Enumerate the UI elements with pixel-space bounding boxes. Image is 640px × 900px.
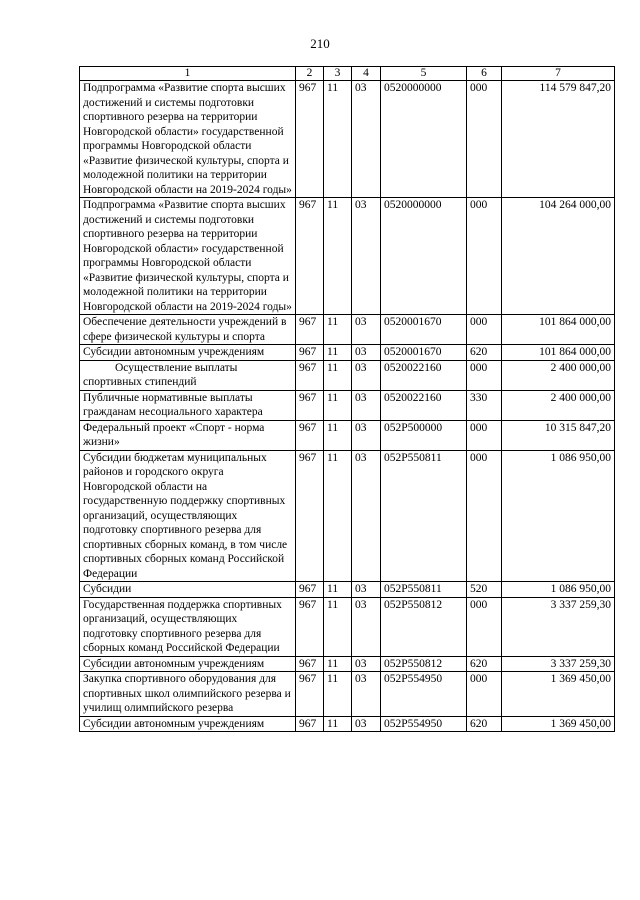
row-name: Обеспечение деятельности учреждений в сфере физической культуры и спорта <box>80 315 296 345</box>
row-name: Государственная поддержка спортивных организаций, осуществляющих подготовку спортивного резерва для сборных команд Российской Федерации <box>80 597 296 656</box>
target-article-code: 052P500000 <box>381 420 467 450</box>
ministry-code: 967 <box>296 420 324 450</box>
ministry-code: 967 <box>296 672 324 717</box>
table-row <box>80 656 615 672</box>
expense-type-code: 000 <box>467 450 502 582</box>
target-article-code: 0520001670 <box>381 315 467 345</box>
amount: 2 400 000,00 <box>502 390 615 420</box>
ministry-code: 967 <box>296 597 324 656</box>
column-header-6: 6 <box>467 67 502 81</box>
row-name: Подпрограмма «Развитие спорта высших достижений и системы подготовки спортивного резерва на территории Новгородской области» государственной программы Новгородской области «Развитие физической культуры, спорта и молодежной политики на территории Новгородской области на 2019-2024 годы» <box>80 198 296 315</box>
section-code: 11 <box>324 81 352 198</box>
amount: 3 337 259,30 <box>502 597 615 656</box>
budget-table <box>79 66 615 732</box>
row-name: Субсидии автономным учреждениям <box>80 345 296 361</box>
section-code: 11 <box>324 360 352 390</box>
column-header-3: 3 <box>324 67 352 81</box>
subsection-code: 03 <box>352 672 381 717</box>
ministry-code: 967 <box>296 656 324 672</box>
amount: 1 086 950,00 <box>502 450 615 582</box>
expense-type-code: 330 <box>467 390 502 420</box>
ministry-code: 967 <box>296 360 324 390</box>
expense-type-code: 000 <box>467 420 502 450</box>
expense-type-code: 620 <box>467 656 502 672</box>
amount: 1 369 450,00 <box>502 716 615 732</box>
ministry-code: 967 <box>296 315 324 345</box>
row-name: Подпрограмма «Развитие спорта высших достижений и системы подготовки спортивного резерва на территории Новгородской области» государственной программы Новгородской области «Развитие физической культуры, спорта и молодежной политики на территории Новгородской области на 2019-2024 годы» <box>80 81 296 198</box>
expense-type-code: 000 <box>467 360 502 390</box>
amount: 3 337 259,30 <box>502 656 615 672</box>
expense-type-code: 000 <box>467 198 502 315</box>
section-code: 11 <box>324 420 352 450</box>
ministry-code: 967 <box>296 582 324 598</box>
subsection-code: 03 <box>352 582 381 598</box>
expense-type-code: 000 <box>467 315 502 345</box>
subsection-code: 03 <box>352 198 381 315</box>
section-code: 11 <box>324 597 352 656</box>
row-name: Субсидии автономным учреждениям <box>80 716 296 732</box>
row-name: Осуществление выплаты спортивных стипендий <box>80 360 296 390</box>
ministry-code: 967 <box>296 450 324 582</box>
amount: 1 369 450,00 <box>502 672 615 717</box>
table-row <box>80 597 615 656</box>
target-article-code: 052P550811 <box>381 582 467 598</box>
column-header-7: 7 <box>502 67 615 81</box>
section-code: 11 <box>324 390 352 420</box>
section-code: 11 <box>324 716 352 732</box>
table-header-row <box>80 67 615 81</box>
table-row <box>80 198 615 315</box>
table-row <box>80 315 615 345</box>
expense-type-code: 000 <box>467 597 502 656</box>
column-header-2: 2 <box>296 67 324 81</box>
row-name: Субсидии бюджетам муниципальных районов и городского округа Новгородской области на государственную поддержку спортивных организаций, осуществляющих подготовку спортивного резерва для спортивных сборных команд, в том числе спортивных сборных команд Российской Федерации <box>80 450 296 582</box>
section-code: 11 <box>324 656 352 672</box>
expense-type-code: 620 <box>467 345 502 361</box>
column-header-4: 4 <box>352 67 381 81</box>
target-article-code: 0520022160 <box>381 390 467 420</box>
subsection-code: 03 <box>352 420 381 450</box>
table-row <box>80 672 615 717</box>
amount: 10 315 847,20 <box>502 420 615 450</box>
page-number: 210 <box>310 36 330 51</box>
target-article-code: 052P554950 <box>381 716 467 732</box>
target-article-code: 0520022160 <box>381 360 467 390</box>
section-code: 11 <box>324 672 352 717</box>
target-article-code: 052P550812 <box>381 597 467 656</box>
subsection-code: 03 <box>352 450 381 582</box>
section-code: 11 <box>324 345 352 361</box>
section-code: 11 <box>324 315 352 345</box>
row-name: Субсидии автономным учреждениям <box>80 656 296 672</box>
subsection-code: 03 <box>352 716 381 732</box>
amount: 101 864 000,00 <box>502 315 615 345</box>
row-name: Публичные нормативные выплаты гражданам несоциального характера <box>80 390 296 420</box>
section-code: 11 <box>324 582 352 598</box>
subsection-code: 03 <box>352 315 381 345</box>
table-row <box>80 582 615 598</box>
row-name: Закупка спортивного оборудования для спортивных школ олимпийского резерва и училищ олимпийского резерва <box>80 672 296 717</box>
row-name: Федеральный проект «Спорт - норма жизни» <box>80 420 296 450</box>
target-article-code: 0520000000 <box>381 81 467 198</box>
subsection-code: 03 <box>352 390 381 420</box>
table-row <box>80 360 615 390</box>
expense-type-code: 000 <box>467 672 502 717</box>
ministry-code: 967 <box>296 716 324 732</box>
target-article-code: 0520000000 <box>381 198 467 315</box>
subsection-code: 03 <box>352 81 381 198</box>
expense-type-code: 520 <box>467 582 502 598</box>
table-row <box>80 716 615 732</box>
subsection-code: 03 <box>352 360 381 390</box>
amount: 2 400 000,00 <box>502 360 615 390</box>
table-row <box>80 345 615 361</box>
amount: 1 086 950,00 <box>502 582 615 598</box>
target-article-code: 052P550812 <box>381 656 467 672</box>
subsection-code: 03 <box>352 345 381 361</box>
column-header-5: 5 <box>381 67 467 81</box>
column-header-1: 1 <box>80 67 296 81</box>
row-name: Субсидии <box>80 582 296 598</box>
table-row <box>80 420 615 450</box>
subsection-code: 03 <box>352 656 381 672</box>
table-row <box>80 450 615 582</box>
table-row <box>80 81 615 198</box>
amount: 101 864 000,00 <box>502 345 615 361</box>
target-article-code: 052P550811 <box>381 450 467 582</box>
ministry-code: 967 <box>296 81 324 198</box>
amount: 104 264 000,00 <box>502 198 615 315</box>
section-code: 11 <box>324 450 352 582</box>
ministry-code: 967 <box>296 390 324 420</box>
amount: 114 579 847,20 <box>502 81 615 198</box>
expense-type-code: 000 <box>467 81 502 198</box>
expense-type-code: 620 <box>467 716 502 732</box>
section-code: 11 <box>324 198 352 315</box>
ministry-code: 967 <box>296 198 324 315</box>
subsection-code: 03 <box>352 597 381 656</box>
table-row <box>80 390 615 420</box>
target-article-code: 0520001670 <box>381 345 467 361</box>
target-article-code: 052P554950 <box>381 672 467 717</box>
ministry-code: 967 <box>296 345 324 361</box>
